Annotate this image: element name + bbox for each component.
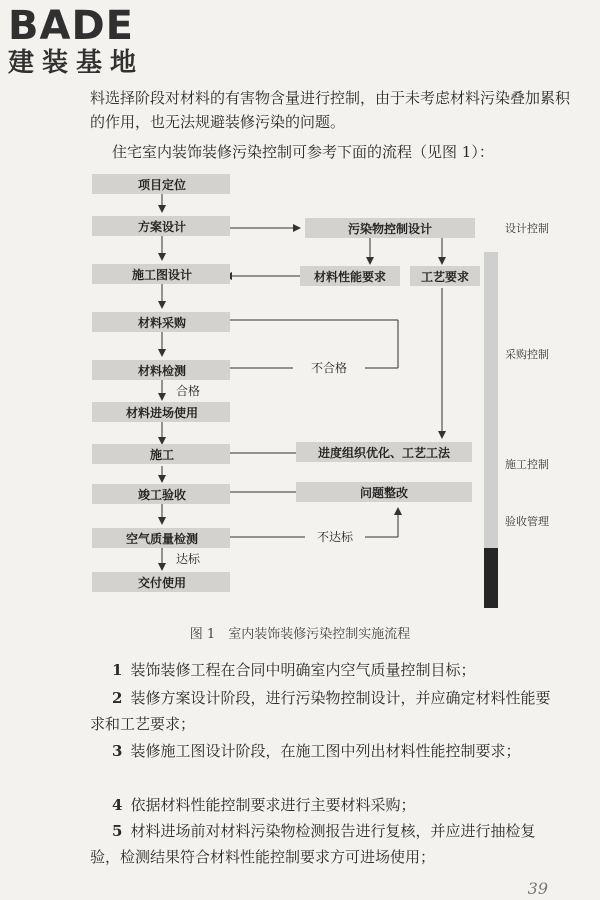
item-text: 装修方案设计阶段，进行污染物控制设计，并应确定材料性能要求和工艺要求； [90,689,551,733]
item-number: 2 [112,689,123,707]
phase-bar-light [484,252,498,548]
node-schedule-optimization: 进度组织优化、工艺工法 [317,446,451,460]
step-delivery: 交付使用 [137,576,187,590]
node-process-requirements: 工艺要求 [420,270,470,284]
logo-wordmark: BADE [8,3,134,49]
figure-caption: 图 1 室内装饰装修污染控制实施流程 [189,627,411,642]
step-construction: 施工 [149,448,175,462]
node-pollution-control-design: 污染物控制设计 [347,222,433,236]
node-problem-rectification: 问题整改 [359,486,409,500]
step-air-quality-testing: 空气质量检测 [125,532,199,546]
paragraph-intro: 料选择阶段对材料的有害物含量进行控制，由于未考虑材料污染叠加累积的作用，也无法规避装修污染的问题。 [90,89,571,131]
step-scheme-design: 方案设计 [137,220,187,234]
label-not-up-to-standard: 不达标 [316,530,354,544]
list-item [90,792,565,818]
item-text: 装修施工图设计阶段，在施工图中列出材料性能控制要求； [130,742,521,760]
list-item [90,685,565,737]
item-number: 3 [112,742,123,760]
label-up-to-standard: 达标 [176,552,201,566]
logo-subtitle: 建装基地 [8,48,145,78]
item-number: 4 [112,796,123,814]
step-project-positioning: 项目定位 [137,178,187,192]
list-item [90,818,565,870]
phase-procurement-control: 采购控制 [505,348,549,361]
page-number: 39 [527,879,548,898]
item-text: 材料进场前对材料污染物检测报告进行复核，并应进行抽检复验，检测结果符合材料性能控制要求方可进场使用； [90,822,536,866]
list-item [90,657,565,683]
step-material-entry: 材料进场使用 [125,406,199,420]
phase-acceptance-management: 验收管理 [505,515,549,528]
node-material-requirements: 材料性能要求 [313,270,387,284]
phase-design-control: 设计控制 [505,222,549,235]
step-completion-acceptance: 竣工验收 [137,488,187,502]
step-construction-drawing-design: 施工图设计 [131,268,193,282]
item-number: 1 [112,661,123,679]
list-item [90,738,565,764]
phase-bar-dark [484,548,498,608]
paragraph-flow-reference: 住宅室内装饰装修污染控制可参考下面的流程（见图 1）： [112,143,494,161]
step-material-procurement: 材料采购 [137,316,187,330]
label-pass: 合格 [176,384,201,398]
item-text: 装饰装修工程在合同中明确室内空气质量控制目标； [130,661,476,679]
item-text: 依据材料性能控制要求进行主要材料采购； [130,796,416,814]
step-material-testing: 材料检测 [137,364,187,378]
item-number: 5 [112,822,123,840]
phase-construction-control: 施工控制 [505,458,549,471]
label-fail: 不合格 [310,361,348,375]
